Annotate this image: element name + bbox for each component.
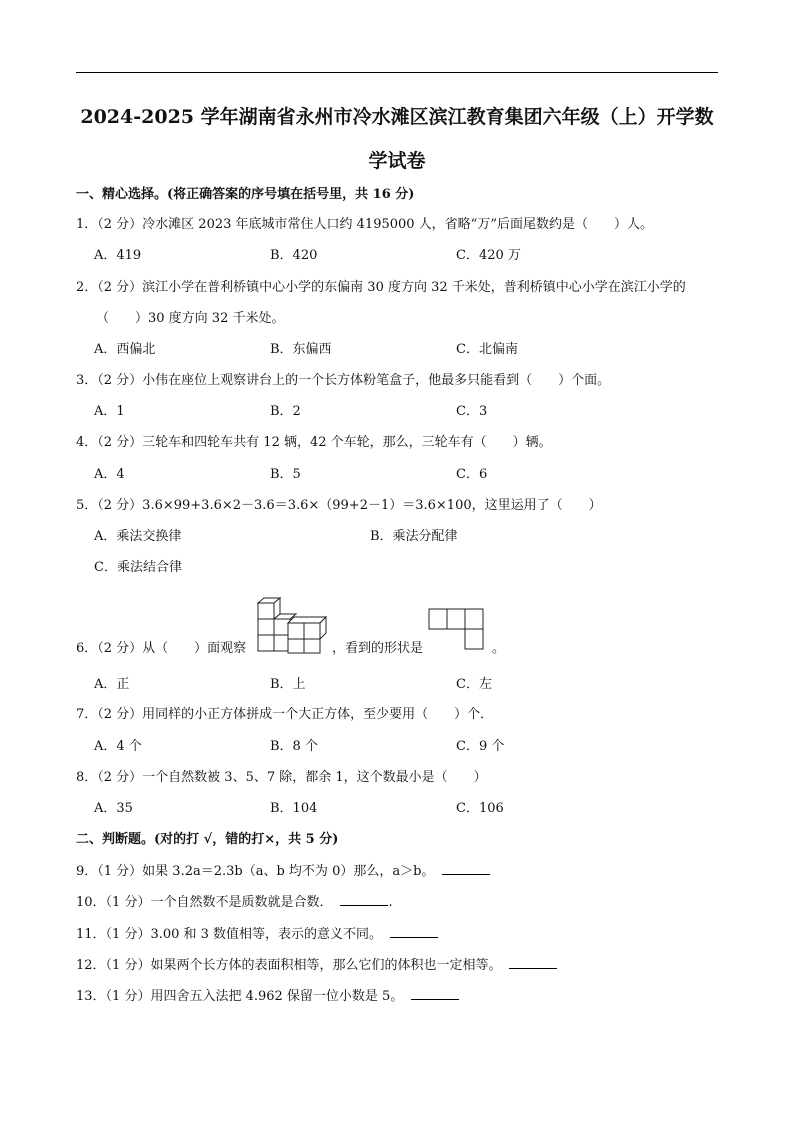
- q3-option-c: C．3: [456, 404, 488, 419]
- q8-option-a: A．35: [94, 801, 133, 816]
- q7-option-a: A．4 个: [94, 739, 142, 754]
- q5-option-c: C．乘法结合律: [94, 560, 182, 575]
- question-6-part1: 6．（2 分）从（ ）面观察: [76, 641, 247, 656]
- question-10: [76, 893, 393, 912]
- q4-option-c: C．6: [456, 467, 488, 482]
- q2-option-a: A．西偏北: [94, 342, 156, 357]
- cube-stack-figure: [256, 597, 328, 655]
- top-rule: [76, 72, 718, 73]
- q2-option-c: C．北偏南: [456, 342, 518, 357]
- question-11: [76, 925, 438, 944]
- question-7: 7．（2 分）用同样的小正方体拼成一个大正方体，至少要用（ ）个．: [76, 707, 494, 722]
- question-9: [76, 862, 490, 881]
- q5-option-a: A．乘法交换律: [94, 529, 182, 544]
- q3-option-a: A．1: [94, 404, 125, 419]
- q6-option-c: C．左: [456, 677, 492, 692]
- section-heading-choice: 一、精心选择。(将正确答案的序号填在括号里，共 16 分): [76, 187, 415, 202]
- question-11-text: 11．（1 分）3.00 和 3 数值相等，表示的意义不同。: [76, 927, 383, 942]
- q4-option-a: A．4: [94, 467, 125, 482]
- question-3: 3．（2 分）小伟在座位上观察讲台上的一个长方体粉笔盒子，他最多只能看到（ ）个面。: [76, 373, 611, 388]
- question-2: 2．（2 分）滨江小学在普利桥镇中心小学的东偏南 30 度方向 32 千米处，普利桥镇中心小学在滨江小学的: [76, 280, 686, 295]
- question-10-text: 10．（1 分）一个自然数不是质数就是合数．: [76, 895, 333, 910]
- q6-option-a: A．正: [94, 677, 130, 692]
- page-title-line2: 学试卷: [368, 150, 426, 172]
- q8-option-c: C．106: [456, 801, 504, 816]
- q1-option-a: A．419: [94, 248, 142, 263]
- question-4: 4．（2 分）三轮车和四轮车共有 12 辆，42 个车轮，那么，三轮车有（ ）辆。: [76, 435, 552, 450]
- section-heading-judgment: 二、判断题。(对的打 √，错的打×，共 5 分): [76, 832, 339, 847]
- answer-blank-12[interactable]: [509, 956, 557, 969]
- q1-option-c: C．420 万: [456, 248, 521, 263]
- q8-option-b: B．104: [270, 801, 318, 816]
- question-9-text: 9．（1 分）如果 3.2a＝2.3b（a、b 均不为 0）那么，a＞b。: [76, 864, 435, 879]
- question-10-end: .: [388, 895, 393, 910]
- question-13: [76, 987, 459, 1006]
- q4-option-b: B．5: [270, 467, 301, 482]
- answer-blank-11[interactable]: [390, 925, 438, 938]
- question-1: 1．（2 分）冷水滩区 2023 年底城市常住人口约 4195000 人，省略“万”后面尾数约是（ ）人。: [76, 217, 653, 232]
- q3-option-b: B．2: [270, 404, 301, 419]
- q7-option-c: C．9 个: [456, 739, 505, 754]
- answer-blank-9[interactable]: [442, 862, 490, 875]
- question-5: 5．（2 分）3.6×99+3.6×2－3.6＝3.6×（99+2－1）＝3.6×100，这里运用了（ ）: [76, 498, 602, 513]
- q2-option-b: B．东偏西: [270, 342, 332, 357]
- answer-blank-10[interactable]: [340, 893, 388, 906]
- question-6-part2: ，看到的形状是: [332, 641, 424, 656]
- q1-option-b: B．420: [270, 248, 318, 263]
- question-13-text: 13．（1 分）用四舍五入法把 4.962 保留一位小数是 5。: [76, 989, 404, 1004]
- question-12-text: 12．（1 分）如果两个长方体的表面积相等，那么它们的体积也一定相等。: [76, 958, 502, 973]
- q5-option-b: B．乘法分配律: [370, 529, 458, 544]
- page-title-line1: 2024-2025 学年湖南省永州市冷水滩区滨江教育集团六年级（上）开学数: [80, 106, 714, 128]
- q7-option-b: B．8 个: [270, 739, 318, 754]
- answer-blank-13[interactable]: [411, 987, 459, 1000]
- question-12: [76, 956, 557, 975]
- q6-option-b: B．上: [270, 677, 306, 692]
- question-6-part3: 。: [492, 641, 506, 656]
- view-shape-figure: [428, 607, 492, 653]
- question-8: 8．（2 分）一个自然数被 3、5、7 除，都余 1，这个数最小是（ ）: [76, 770, 487, 785]
- question-2-cont: （ ）30 度方向 32 千米处。: [96, 311, 285, 326]
